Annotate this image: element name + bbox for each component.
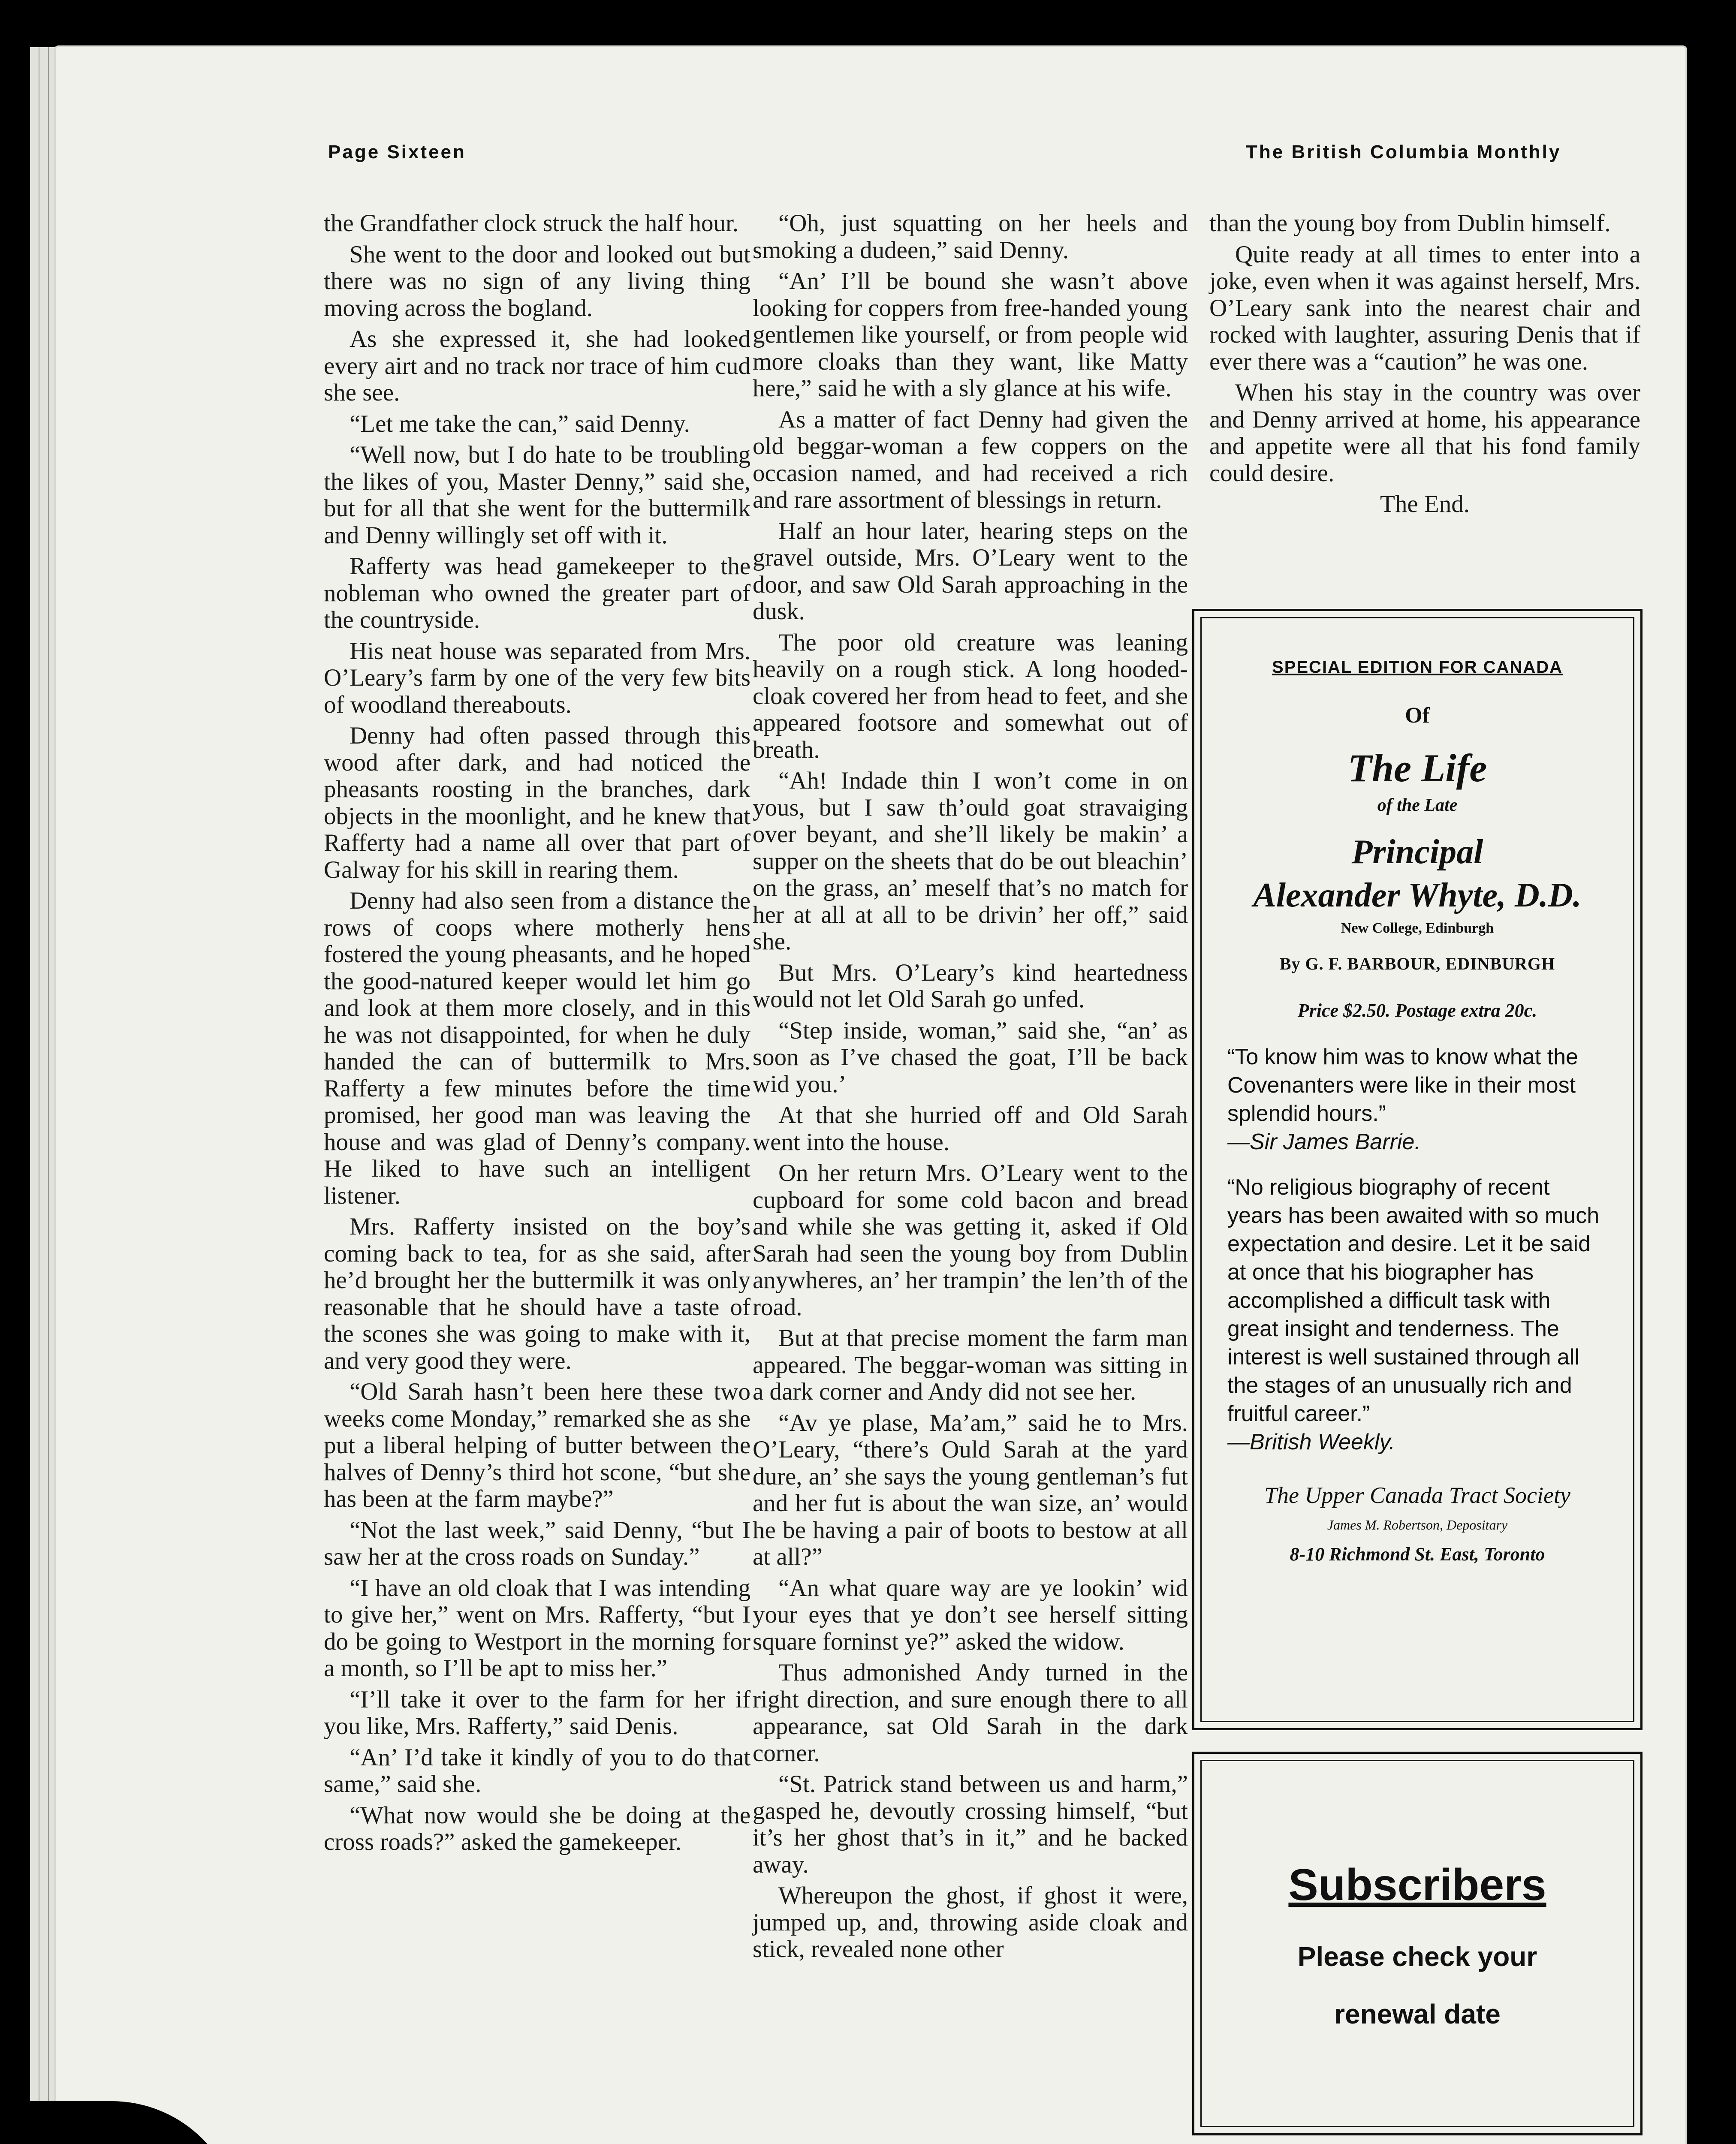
ad-principal: Principal: [1351, 833, 1483, 871]
article-paragraph: than the young boy from Dublin himself.: [1209, 210, 1611, 237]
quote-attribution: —British Weekly.: [1227, 1430, 1395, 1454]
article-paragraph: “I’ll take it over to the farm for her if you like, Mrs. Rafferty,” said Denis.: [324, 1686, 750, 1740]
article-paragraph: “Step inside, woman,” said she, “an’ as soon as I’ve chased the goat, I’ll be back wid you.’: [753, 1017, 1188, 1098]
text-column-1: [324, 210, 750, 1860]
article-paragraph: “Av ye plase, Ma’am,” said he to Mrs. O’Leary, “there’s Ould Sarah at the yard dure, an’ she says the young gentleman’s fut and her fut is about the wan size, an’ would he be having a pair of boots to bestow at all at all?”: [753, 1409, 1188, 1570]
article-paragraph: On her return Mrs. O’Leary went to the cupboard for some cold bacon and bread and while she was getting it, asked if Old Sarah had seen the young boy from Dublin anywheres, an’ her trampin’ the len’th of the road.: [753, 1159, 1188, 1321]
quote-attribution: —Sir James Barrie.: [1227, 1129, 1421, 1154]
ad-of-the-late: of the Late: [1377, 795, 1458, 815]
book-advertisement: [1192, 609, 1643, 1730]
subscribers-line-1: Please check your: [1297, 1941, 1537, 1972]
article-paragraph: “Let me take the can,” said Denny.: [350, 410, 690, 437]
ad-subject-name: Alexander Whyte, D.D.: [1253, 876, 1582, 914]
article-paragraph: “Well now, but I do hate to be troubling the likes of you, Master Denny,” said she, but for all that she went for the buttermilk and Denny willingly set off with it.: [324, 441, 750, 549]
article-paragraph: But at that precise moment the farm man appeared. The beggar-woman was sitting in a dark corner and Andy did not see her.: [753, 1325, 1188, 1405]
ad-quote-barrie: [1227, 1043, 1607, 1156]
article-paragraph: Quite ready at all times to enter into a joke, even when it was against herself, Mrs. O’Leary sank into the nearest chair and rocked with laughter, assuring Denis that if ever there was a “caution” he was one.: [1209, 241, 1640, 375]
subscribers-line-2: renewal date: [1334, 1999, 1501, 2030]
ad-address: 8-10 Richmond St. East, Toronto: [1290, 1544, 1545, 1565]
article-paragraph: Denny had also seen from a distance the rows of coops where motherly hens fostered the young pheasants, and he hoped the good-natured keeper would let him go and look at them more closely, and in this he was not disappointed, for when he duly handed the can of buttermilk to Mrs. Rafferty a few minutes before the time promised, her good man was leaving the house and was glad of Denny’s company. He liked to have such an intelligent listener.: [324, 887, 750, 1209]
publication-title-header: The British Columbia Monthly: [1246, 142, 1561, 163]
article-paragraph: Whereupon the ghost, if ghost it were, jumped up, and, throwing aside cloak and stick, revealed none other: [753, 1882, 1188, 1963]
article-paragraph: His neat house was separated from Mrs. O’Leary’s farm by one of the very few bits of woodland thereabouts.: [324, 637, 750, 718]
ad-college: New College, Edinburgh: [1341, 920, 1494, 936]
article-paragraph: As a matter of fact Denny had given the old beggar-woman a few coppers on the occasion named, and had received a rich and rare assortment of blessings in return.: [753, 406, 1188, 513]
article-paragraph: She went to the door and looked out but there was no sign of any living thing moving across the bogland.: [324, 241, 750, 322]
article-paragraph: But Mrs. O’Leary’s kind heartedness would not let Old Sarah go unfed.: [753, 959, 1188, 1013]
article-paragraph: As she expressed it, she had looked every airt and no track nor trace of him cud she see.: [324, 325, 750, 406]
article-paragraph: When his stay in the country was over and Denny arrived at home, his appearance and appetite were all that his fond family could desire.: [1209, 379, 1640, 487]
text-column-2: [753, 210, 1188, 1967]
article-paragraph: “An’ I’ll be bound she wasn’t above looking for coppers from free-handed young gentlemen like yourself, or from people wid more cloaks than they want, like Matty here,” said he with a sly glance at his wife.: [753, 268, 1188, 402]
article-paragraph: the Grandfather clock struck the half hour.: [324, 210, 739, 237]
article-paragraph: “St. Patrick stand between us and harm,” gasped he, devoutly crossing himself, “but it’s her ghost that’s in it,” and he backed away.: [753, 1771, 1188, 1878]
article-paragraph: The poor old creature was leaning heavily on a rough stick. A long hooded-cloak covered her from head to feet, and she appeared footsore and somewhat out of breath.: [753, 629, 1188, 763]
article-paragraph: “Oh, just squatting on her heels and smoking a dudeen,” said Denny.: [753, 210, 1188, 264]
ad-book-title: The Life: [1347, 746, 1487, 790]
article-paragraph: “Not the last week,” said Denny, “but I saw her at the cross roads on Sunday.”: [324, 1516, 750, 1570]
article-paragraph: “An what quare way are ye lookin’ wid your eyes that ye don’t see herself sitting square forninst ye?” asked the widow.: [753, 1574, 1188, 1655]
quote-text: “To know him was to know what the Covenanters were like in their most splendid hours.”: [1227, 1045, 1578, 1126]
article-paragraph: Thus admonished Andy turned in the right direction, and sure enough there to all appearance, sat Old Sarah in the dark corner.: [753, 1659, 1188, 1767]
ad-publisher: The Upper Canada Tract Society: [1264, 1482, 1570, 1508]
ad-heading: SPECIAL EDITION FOR CANADA: [1272, 658, 1563, 677]
article-paragraph: “What now would she be doing at the cross roads?” asked the gamekeeper.: [324, 1801, 750, 1855]
article-paragraph: “An’ I’d take it kindly of you to do that same,” said she.: [324, 1744, 750, 1798]
page-number-header: Page Sixteen: [328, 142, 466, 163]
ad-price: Price $2.50. Postage extra 20c.: [1297, 1000, 1537, 1021]
quote-text: “No religious biography of recent years has been awaited with so much expectation and desire. Let it be said at once that his biographer has accomplished a difficult task with great insight and tenderness. The interest is well sustained through all the stages of an unusually rich and fruitful career.”: [1227, 1175, 1600, 1426]
ad-of: Of: [1405, 703, 1430, 728]
text-column-3: [1209, 210, 1640, 522]
subscribers-title: Subscribers: [1288, 1860, 1546, 1910]
article-paragraph: “Ah! Indade thin I won’t come in on yous, but I saw th’ould goat stravaiging over beyant, and she’ll likely be makin’ a supper on the sheets that do be out bleachin’ on the grass, an’ meself that’s no match for her at all at all to be drivin’ her off,” said she.: [753, 767, 1188, 955]
book-page-edge: [30, 47, 39, 2144]
the-end-label: The End.: [1380, 491, 1470, 518]
article-paragraph: “Old Sarah hasn’t been here these two weeks come Monday,” remarked she as she put a liberal helping of butter between the halves of Denny’s third hot scone, “but she has been at the farm maybe?”: [324, 1378, 750, 1512]
article-paragraph: Rafferty was head gamekeeper to the nobleman who owned the greater part of the countryside.: [324, 553, 750, 633]
ad-author: By G. F. BARBOUR, EDINBURGH: [1279, 954, 1555, 973]
subscribers-notice: [1192, 1752, 1643, 2135]
article-paragraph: Mrs. Rafferty insisted on the boy’s coming back to tea, for as she said, after he’d brought her the buttermilk it was only reasonable that he should have a taste of the scones she was going to make with it, and very good they were.: [324, 1213, 750, 1374]
article-paragraph: At that she hurried off and Old Sarah went into the house.: [753, 1102, 1188, 1156]
book-page-edge: [39, 47, 49, 2144]
article-paragraph: Denny had often passed through this wood after dark, and had noticed the pheasants roosting in the branches, dark objects in the moonlight, and he knew that Rafferty had a name all over that part of Galway for his skill in rearing them.: [324, 722, 750, 883]
ad-depositary: James M. Robertson, Depositary: [1327, 1517, 1508, 1533]
ad-quote-british-weekly: [1227, 1173, 1607, 1456]
article-paragraph: Half an hour later, hearing steps on the gravel outside, Mrs. O’Leary went to the door, and saw Old Sarah approaching in the dusk.: [753, 517, 1188, 625]
article-paragraph: “I have an old cloak that I was intending to give her,” went on Mrs. Rafferty, “but I do be going to Westport in the morning for a month, so I’ll be apt to miss her.”: [324, 1574, 750, 1682]
